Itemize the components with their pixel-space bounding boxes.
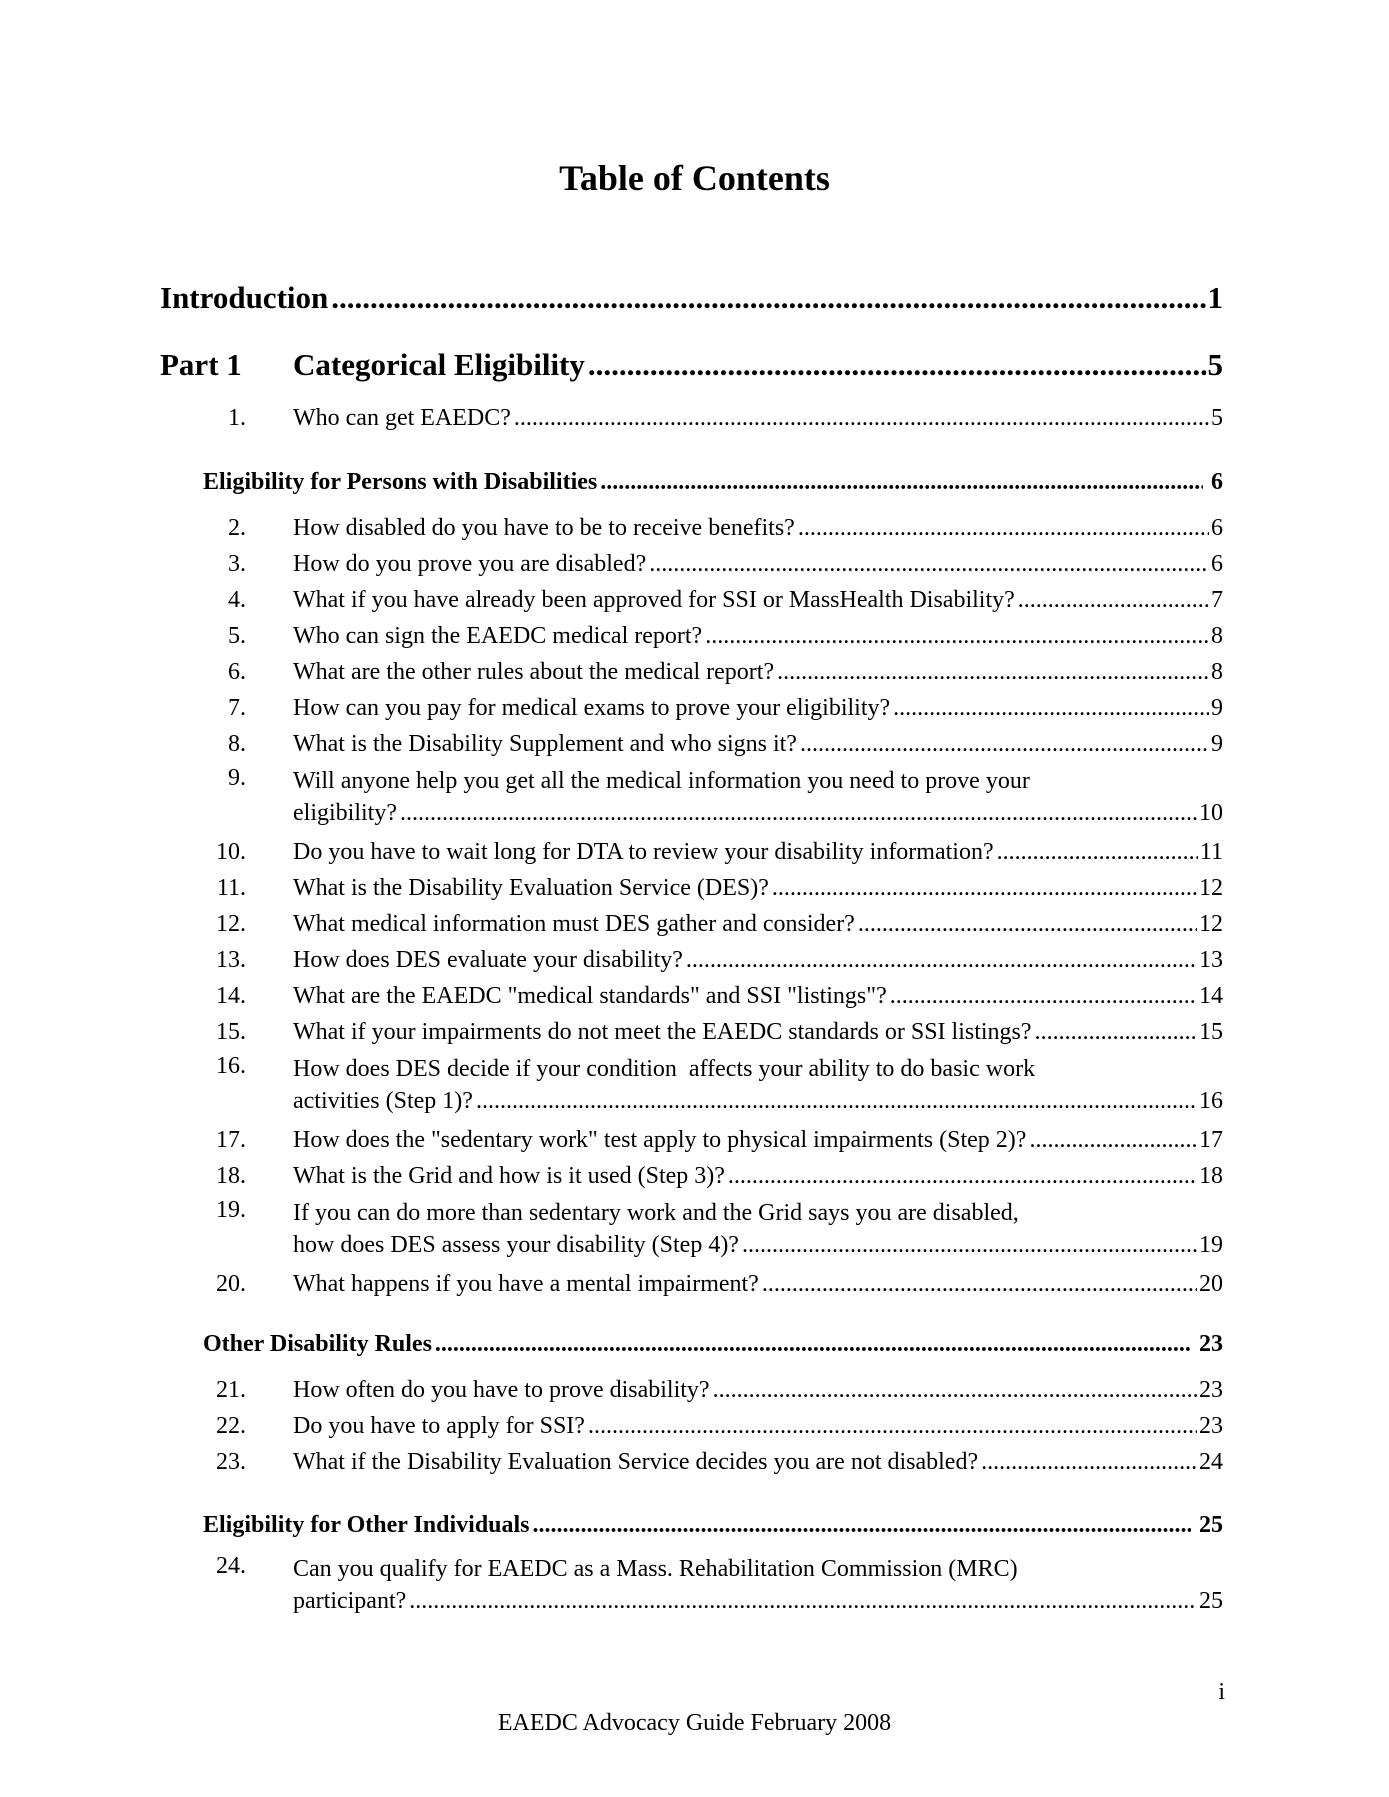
question-number: 23. [216, 1449, 246, 1475]
question-number: 9. [228, 765, 246, 791]
dot-leader [997, 839, 1198, 866]
question-number: 11. [216, 875, 246, 901]
question-text: What are the EAEDC "medical standards" and SSI "listings"? [293, 983, 887, 1009]
toc-page-number: 6 [1211, 469, 1223, 495]
dot-leader [476, 1085, 1197, 1117]
toc-page-number: 5 [1207, 347, 1223, 382]
question-text: What if you have already been approved for SSI or MassHealth Disability? [293, 587, 1015, 613]
question-text-line2: eligibility? [293, 800, 397, 826]
dot-leader [588, 347, 1206, 383]
dot-leader [331, 280, 1205, 316]
question-text-line2: participant? [293, 1588, 407, 1614]
question-number: 16. [216, 1053, 246, 1079]
dot-leader [890, 983, 1197, 1010]
toc-entry-q14[interactable] [160, 983, 1223, 1010]
toc-entry-q4[interactable] [160, 587, 1223, 614]
toc-page-number: 6 [1211, 551, 1223, 577]
question-number: 12. [216, 911, 246, 937]
toc-entry-q1[interactable] [160, 405, 1223, 432]
toc-page-number: 23 [1199, 1377, 1223, 1403]
question-number: 7. [228, 695, 246, 721]
toc-entry-q17[interactable] [160, 1127, 1223, 1154]
question-text-line1: If you can do more than sedentary work and the Grid says you are disabled, [293, 1200, 1019, 1226]
dot-leader [533, 1512, 1191, 1539]
question-text-line2: how does DES assess your disability (Step 4)? [293, 1232, 739, 1258]
question-number: 19. [216, 1197, 246, 1223]
toc-page-number: 17 [1199, 1127, 1223, 1153]
question-text: Who can get EAEDC? [293, 405, 511, 431]
toc-page-number: 9 [1211, 731, 1223, 757]
toc-page-number: 12 [1199, 911, 1223, 937]
dot-leader [649, 551, 1209, 578]
toc-entry-q8[interactable] [160, 731, 1223, 758]
toc-entry-q9[interactable] [160, 765, 1223, 829]
dot-leader [435, 1331, 1191, 1358]
question-text: What if the Disability Evaluation Service decides you are not disabled? [293, 1449, 979, 1475]
dot-leader [713, 1377, 1197, 1404]
question-text: What happens if you have a mental impairment? [293, 1271, 759, 1297]
toc-entry-q5[interactable] [160, 623, 1223, 650]
dot-leader [777, 659, 1209, 686]
dot-leader [1035, 1019, 1197, 1046]
question-number: 13. [216, 947, 246, 973]
toc-page-number: 9 [1211, 695, 1223, 721]
toc-entry-q21[interactable] [160, 1377, 1223, 1404]
toc-entry-label: Introduction [160, 280, 329, 315]
question-text: What medical information must DES gather and consider? [293, 911, 855, 937]
toc-section-other-disability-rules[interactable] [203, 1331, 1223, 1358]
toc-entry-q16[interactable] [160, 1053, 1223, 1117]
toc-entry-q10[interactable] [160, 839, 1223, 866]
toc-section-other-individuals[interactable] [203, 1512, 1223, 1539]
toc-entry-q12[interactable] [160, 911, 1223, 938]
toc-entry-q2[interactable] [160, 515, 1223, 542]
toc-page-number: 25 [1199, 1512, 1223, 1538]
toc-entry-q19[interactable] [160, 1197, 1223, 1261]
question-text: Do you have to wait long for DTA to review your disability information? [293, 839, 994, 865]
dot-leader [728, 1163, 1197, 1190]
dot-leader [409, 1585, 1197, 1617]
dot-leader [400, 797, 1197, 829]
toc-entry-q11[interactable] [160, 875, 1223, 902]
toc-page-number: 25 [1199, 1588, 1223, 1614]
toc-entry-q6[interactable] [160, 659, 1223, 686]
toc-page-number: 11 [1199, 839, 1223, 865]
section-label: Eligibility for Persons with Disabilities [203, 469, 598, 495]
question-number: 24. [216, 1553, 246, 1579]
question-text: How disabled do you have to be to receive benefits? [293, 515, 795, 541]
toc-page-number: 6 [1211, 515, 1223, 541]
toc-entry-q13[interactable] [160, 947, 1223, 974]
toc-page-number: 10 [1199, 800, 1223, 826]
dot-leader [762, 1271, 1197, 1298]
question-number: 22. [216, 1413, 246, 1439]
toc-page-number: 23 [1199, 1331, 1223, 1357]
question-text: What is the Disability Evaluation Service (DES)? [293, 875, 769, 901]
question-text: What if your impairments do not meet the EAEDC standards or SSI listings? [293, 1019, 1032, 1045]
question-text: How often do you have to prove disability? [293, 1377, 710, 1403]
section-label: Other Disability Rules [203, 1331, 432, 1357]
toc-page-number: 19 [1199, 1232, 1223, 1258]
question-text-line2: activities (Step 1)? [293, 1088, 473, 1114]
dot-leader [588, 1413, 1197, 1440]
toc-page-number: 23 [1199, 1413, 1223, 1439]
question-text: What are the other rules about the medical report? [293, 659, 775, 685]
question-number: 6. [228, 659, 246, 685]
question-number: 10. [216, 839, 246, 865]
question-text: What is the Disability Supplement and who signs it? [293, 731, 797, 757]
toc-page-number: 1 [1207, 280, 1223, 315]
question-text: What is the Grid and how is it used (Step 3)? [293, 1163, 725, 1189]
toc-page-number: 5 [1211, 405, 1223, 431]
toc-entry-introduction[interactable] [160, 280, 1223, 316]
question-text: Who can sign the EAEDC medical report? [293, 623, 703, 649]
dot-leader [1018, 587, 1209, 614]
toc-section-disabilities[interactable] [203, 469, 1223, 496]
toc-page-number: 12 [1199, 875, 1223, 901]
question-number: 18. [216, 1163, 246, 1189]
question-number: 4. [228, 587, 246, 613]
dot-leader [893, 695, 1209, 722]
dot-leader [800, 731, 1209, 758]
dot-leader [798, 515, 1209, 542]
question-number: 15. [216, 1019, 246, 1045]
dot-leader [600, 469, 1203, 496]
toc-page-number: 8 [1211, 659, 1223, 685]
question-text-line1: How does DES decide if your condition affects your ability to do basic work [293, 1056, 1036, 1082]
toc-entry-part-1[interactable] [160, 347, 1223, 383]
question-text: Do you have to apply for SSI? [293, 1413, 585, 1439]
question-text: How does the "sedentary work" test apply to physical impairments (Step 2)? [293, 1127, 1027, 1153]
toc-entry-q20[interactable] [160, 1271, 1223, 1298]
toc-page-number: 20 [1199, 1271, 1223, 1297]
dot-leader [981, 1449, 1197, 1476]
dot-leader [1029, 1127, 1197, 1154]
question-number: 14. [216, 983, 246, 1009]
toc-entry-q18[interactable] [160, 1163, 1223, 1190]
toc-page-number: 14 [1199, 983, 1223, 1009]
toc-entry-q3[interactable] [160, 551, 1223, 578]
question-text-line1: Can you qualify for EAEDC as a Mass. Rehabilitation Commission (MRC) [293, 1556, 1018, 1582]
dot-leader [858, 911, 1197, 938]
toc-entry-q23[interactable] [160, 1449, 1223, 1476]
toc-entry-q15[interactable] [160, 1019, 1223, 1046]
page-number: i [1218, 1679, 1225, 1705]
toc-entry-q24[interactable] [160, 1553, 1223, 1617]
toc-entry-q22[interactable] [160, 1413, 1223, 1440]
question-number: 1. [228, 405, 246, 431]
question-number: 17. [216, 1127, 246, 1153]
question-number: 21. [216, 1377, 246, 1403]
dot-leader [686, 947, 1197, 974]
dot-leader [705, 623, 1209, 650]
toc-page-number: 16 [1199, 1088, 1223, 1114]
question-text: How does DES evaluate your disability? [293, 947, 683, 973]
question-number: 2. [228, 515, 246, 541]
dot-leader [772, 875, 1197, 902]
part-number: Part 1 [160, 347, 242, 382]
question-number: 8. [228, 731, 246, 757]
toc-page-number: 8 [1211, 623, 1223, 649]
section-label: Eligibility for Other Individuals [203, 1512, 530, 1538]
toc-entry-label: Categorical Eligibility [293, 347, 585, 382]
question-number: 3. [228, 551, 246, 577]
question-text: How do you prove you are disabled? [293, 551, 647, 577]
question-number: 5. [228, 623, 246, 649]
toc-page-number: 24 [1199, 1449, 1223, 1475]
page-footer: EAEDC Advocacy Guide February 2008 [497, 1710, 892, 1736]
dot-leader [742, 1229, 1197, 1261]
question-text: How can you pay for medical exams to prove your eligibility? [293, 695, 891, 721]
toc-entry-q7[interactable] [160, 695, 1223, 722]
toc-page-number: 7 [1211, 587, 1223, 613]
page-title: Table of Contents [559, 158, 830, 198]
question-text-line1: Will anyone help you get all the medical information you need to prove your [293, 768, 1030, 794]
toc-page-number: 15 [1199, 1019, 1223, 1045]
toc-page-number: 18 [1199, 1163, 1223, 1189]
toc-page-number: 13 [1199, 947, 1223, 973]
question-number: 20. [216, 1271, 246, 1297]
dot-leader [514, 405, 1209, 432]
